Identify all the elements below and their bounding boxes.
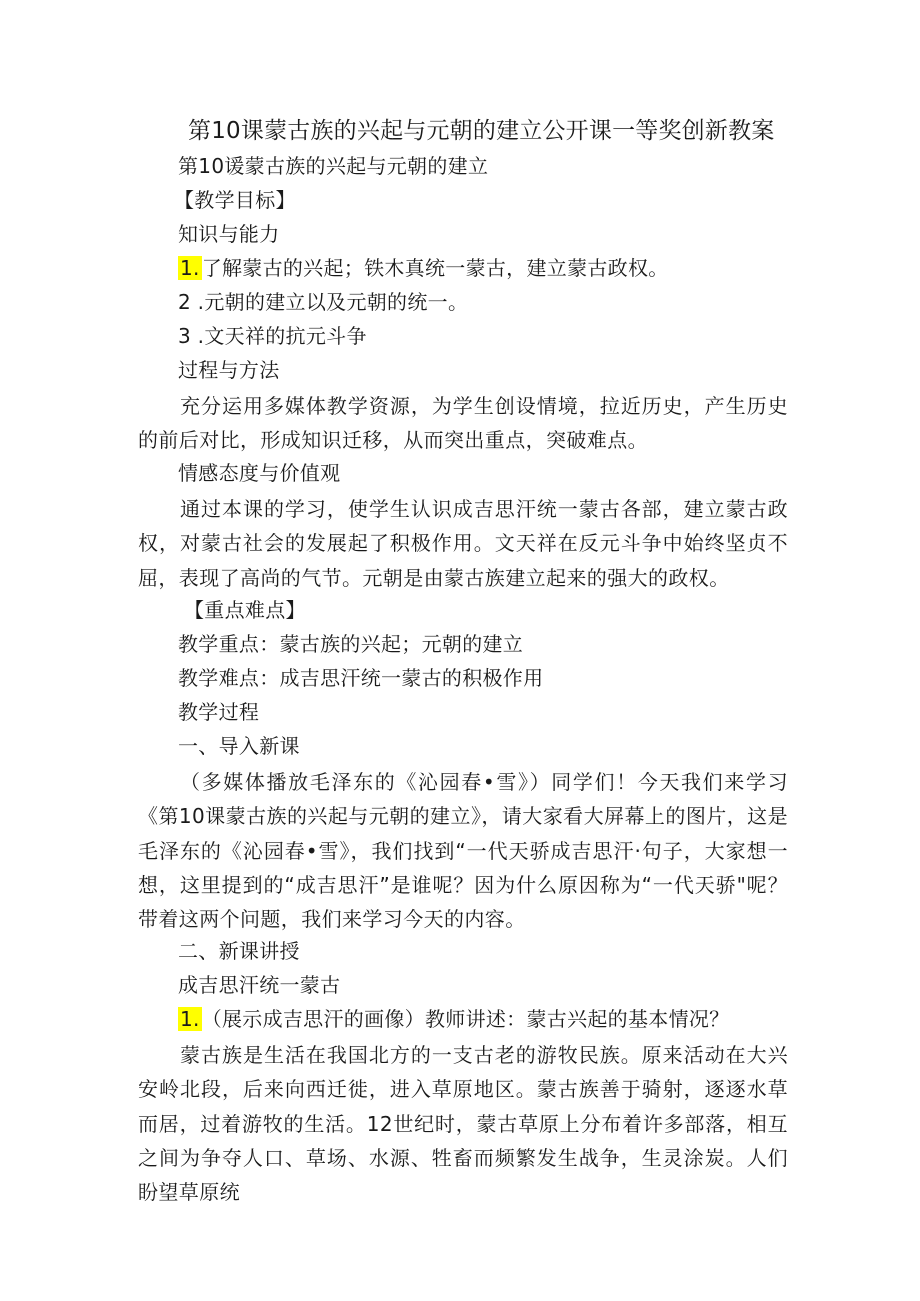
goal-item-1-text: 了解蒙古的兴起；铁木真统一蒙古，建立蒙古政权。 bbox=[201, 256, 669, 280]
step-1 bbox=[178, 1004, 730, 1034]
emotion-heading: 情感态度与价值观 bbox=[178, 461, 341, 485]
section-heading: 成吉思汗统一蒙古 bbox=[178, 973, 341, 997]
teaching-process-heading: 教学过程 bbox=[178, 700, 260, 724]
document-title: 第10课蒙古族的兴起与元朝的建立公开课一等奖创新教案 bbox=[188, 118, 775, 144]
goal-item-1 bbox=[178, 253, 669, 283]
lesson-subtitle: 第10谖蒙古族的兴起与元朝的建立 bbox=[178, 154, 489, 178]
process-method-heading: 过程与方法 bbox=[178, 358, 280, 382]
new-lesson-heading: 二、新课讲授 bbox=[178, 939, 300, 963]
teaching-goals-heading: 【教学目标】 bbox=[174, 188, 296, 212]
emotion-paragraph: 通过本课的学习，使学生认识成吉思汗统一蒙古各部，建立蒙古政权，对蒙古社会的发展起了积极作用。文天祥在反元斗争中始终坚贞不屈，表现了高尚的气节。元朝是由蒙古族建立起来的强大的政权。 bbox=[138, 497, 788, 590]
goal-item-3: 3 .文天祥的抗元斗争 bbox=[178, 324, 367, 348]
goal-item-2: 2 .元朝的建立以及元朝的统一。 bbox=[178, 290, 469, 314]
key-point: 教学重点：蒙古族的兴起；元朝的建立 bbox=[178, 632, 524, 656]
step-1-text: （展示成吉思汗的画像）教师讲述：蒙古兴起的基本情况？ bbox=[201, 1007, 730, 1031]
knowledge-heading: 知识与能力 bbox=[178, 222, 280, 246]
item-number-highlight: 1. bbox=[180, 256, 200, 280]
mongol-paragraph: 蒙古族是生活在我国北方的一支古老的游牧民族。原来活动在大兴安岭北段，后来向西迁徙，进入草原地区。蒙古族善于骑射，逐逐水草而居，过着游牧的生活。12世纪时，蒙古草原上分布着许多部落，相互之间为争夺人口、草场、水源、牲畜而频繁发生战争，生灵涂炭。人们盼望草原统 bbox=[138, 1043, 788, 1205]
difficulty-point: 教学难点：成吉思汗统一蒙古的积极作用 bbox=[178, 666, 544, 690]
step-number-highlight: 1. bbox=[180, 1007, 200, 1031]
key-difficulty-heading: 【重点难点】 bbox=[184, 598, 306, 622]
intro-paragraph: （多媒体播放毛泽东的《沁园春•雪》）同学们！今天我们来学习《第10课蒙古族的兴起与元朝的建立》，请大家看大屏幕上的图片，这是毛泽东的《沁园春•雪》，我们找到“一代天骄成吉思汗·句子，大家想一想，这里提到的“成吉思汗”是谁呢？因为什么原因称为“一代天骄"呢？带着这两个问题，我们来学习今天的内容。 bbox=[138, 770, 788, 932]
intro-heading: 一、导入新课 bbox=[178, 734, 300, 758]
process-method-paragraph: 充分运用多媒体教学资源，为学生创设情境，拉近历史，产生历史的前后对比，形成知识迁移，从而突出重点，突破难点。 bbox=[138, 394, 788, 453]
